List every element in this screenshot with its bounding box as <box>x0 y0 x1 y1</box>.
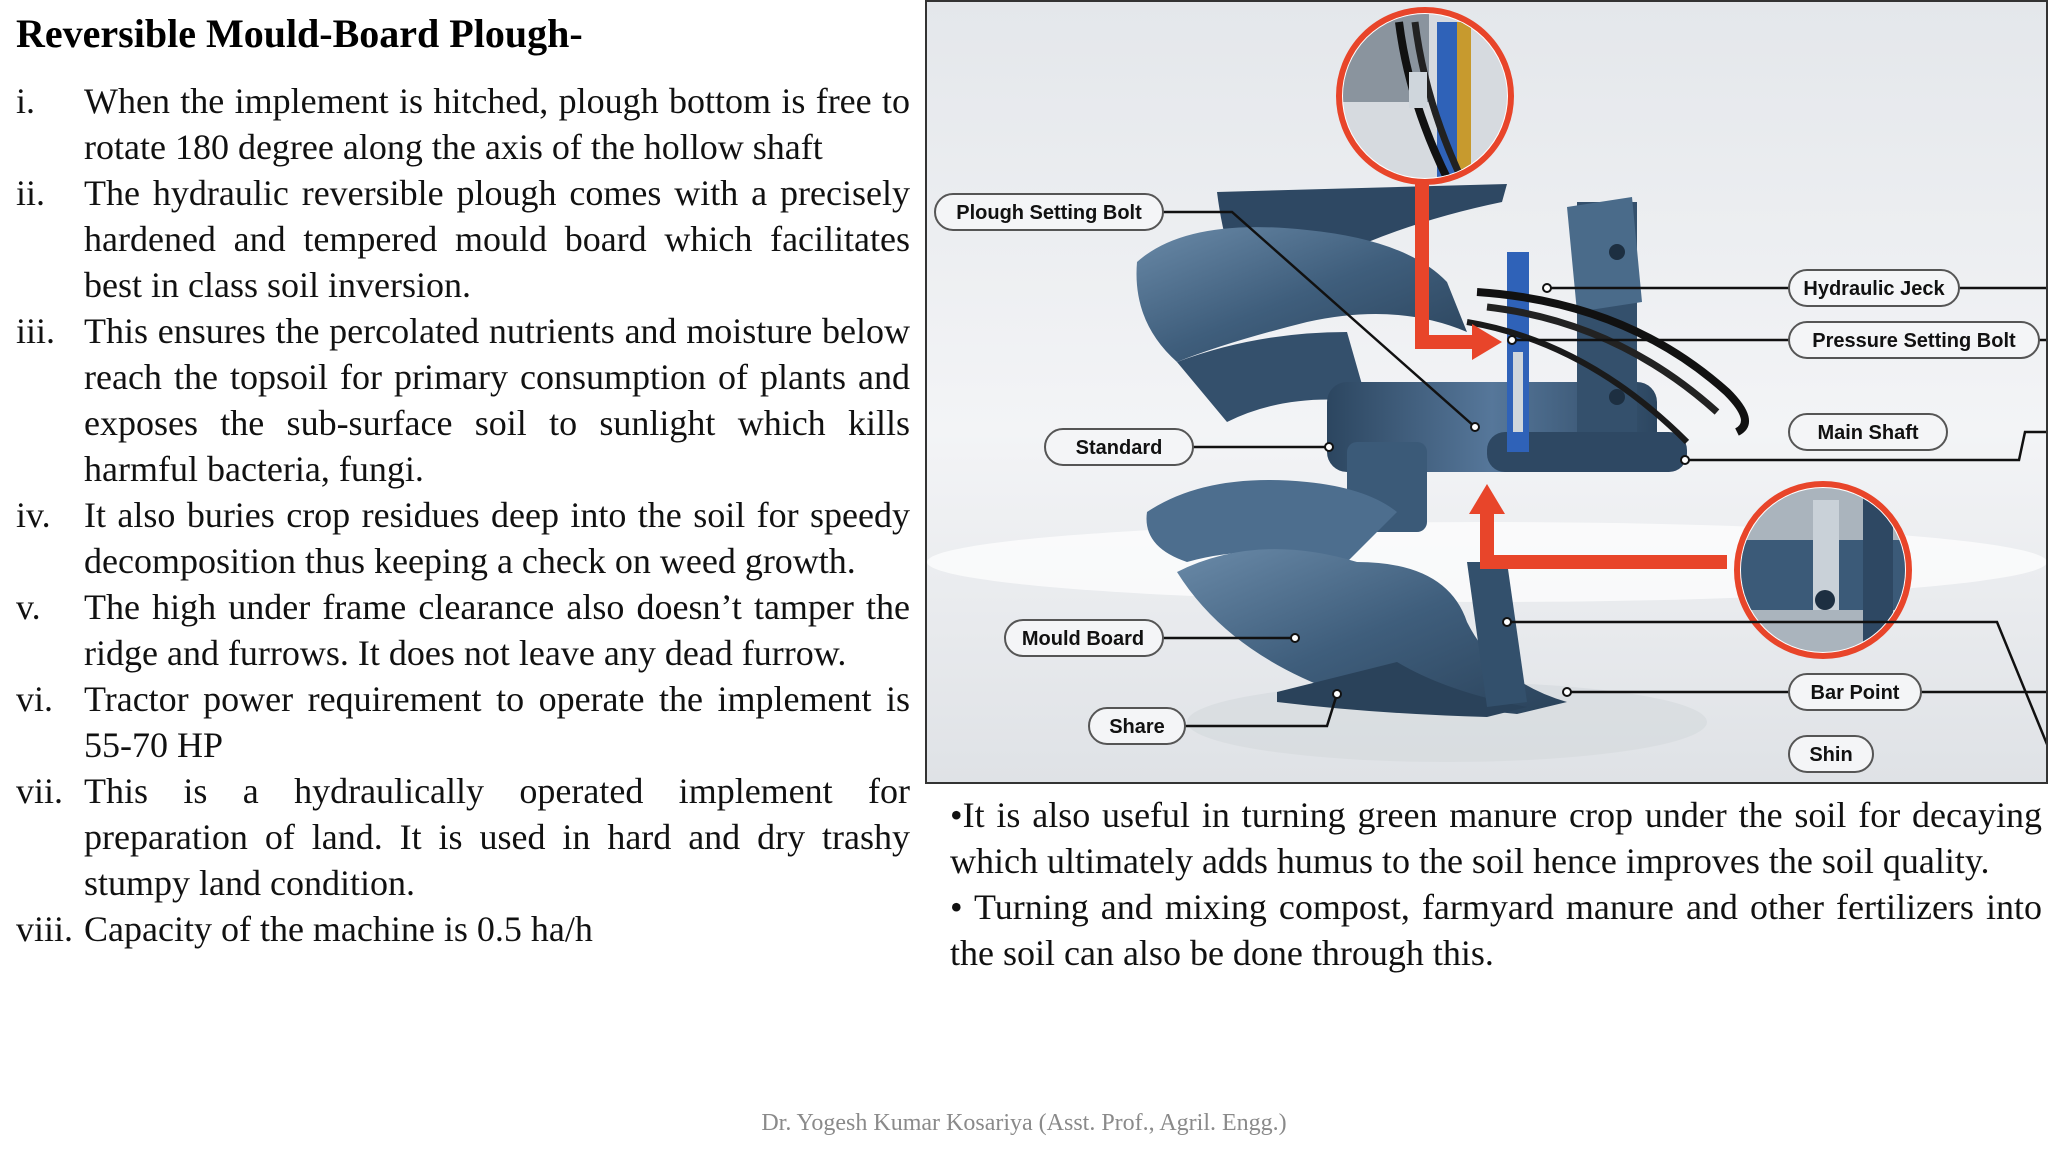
list-item <box>16 676 910 768</box>
list-item <box>16 584 910 676</box>
numbered-list <box>16 78 910 952</box>
svg-text:Mould Board: Mould Board <box>1021 628 1145 650</box>
item-text: Capacity of the machine is 0.5 ha/h <box>84 909 593 949</box>
author-footer: Dr. Yogesh Kumar Kosariya (Asst. Prof., Agril. Engg.) <box>761 1110 1287 1136</box>
svg-text:Plough Setting Bolt: Plough Setting Bolt <box>956 202 1142 224</box>
svg-text:Bar Point: Bar Point <box>1810 682 1900 704</box>
list-item <box>16 308 910 492</box>
diagram-label-mould-board <box>1005 620 1163 656</box>
item-number: i. <box>16 81 36 121</box>
item-text: Tractor power requirement to operate the implement is 55-70 HP <box>84 679 910 765</box>
svg-text:Standard: Standard <box>1075 437 1163 459</box>
headstock-pin <box>1609 244 1625 260</box>
item-text: The high under frame clearance also doesn’t tamper the ridge and furrows. It does not leave any dead furrow. <box>84 587 910 673</box>
svg-text:Share: Share <box>1109 716 1165 738</box>
diagram-label-plough-setting-bolt <box>935 194 1163 230</box>
bullet-paragraph: • Turning and mixing compost, farmyard manure and other fertilizers into the soil can also be done through this. <box>950 887 2042 973</box>
list-item <box>16 170 910 308</box>
plough-diagram <box>925 0 2048 784</box>
diagram-label-hydraulic-jeck <box>1789 270 1959 306</box>
additional-notes <box>950 792 2042 976</box>
item-number: iv. <box>16 495 51 535</box>
headstock-plate <box>1567 197 1642 312</box>
item-number: v. <box>16 587 41 627</box>
item-text: This ensures the percolated nutrients and moisture below reach the topsoil for primary consumption of plants and exposes the sub-surface soil to sunlight which kills harmful bacteria, fungi. <box>84 311 910 489</box>
list-item <box>16 906 910 952</box>
item-text: It also buries crop residues deep into the soil for speedy decomposition thus keeping a check on weed growth. <box>84 495 910 581</box>
diagram-label-standard <box>1045 429 1193 465</box>
detail-circle-top <box>1339 10 1511 182</box>
list-item <box>16 492 910 584</box>
diagram-label-pressure-setting-bolt <box>1789 322 2039 358</box>
diagram-label-shin <box>1789 736 1873 772</box>
item-number: vi. <box>16 679 54 719</box>
svg-text:Main Shaft: Main Shaft <box>1817 422 1919 444</box>
plough-illustration <box>927 2 2046 782</box>
svg-text:Shin: Shin <box>1809 744 1853 766</box>
item-text: The hydraulic reversible plough comes with a precisely hardened and tempered mould board which facilitates best in class soil inversion. <box>84 173 910 305</box>
diagram-label-bar-point <box>1789 674 1921 710</box>
item-number: vii. <box>16 771 64 811</box>
bullet-paragraph: •It is also useful in turning green manure crop under the soil for decaying which ultimately adds humus to the soil hence improves the soil quality. <box>950 795 2042 881</box>
diagram-label-main-shaft <box>1789 414 1947 450</box>
list-item <box>16 768 910 906</box>
svg-text:Hydraulic Jeck: Hydraulic Jeck <box>1803 278 1945 300</box>
headstock-pin <box>1609 389 1625 405</box>
item-number: ii. <box>16 173 46 213</box>
item-number: iii. <box>16 311 56 351</box>
cylinder-rod <box>1513 352 1523 432</box>
list-item <box>16 78 910 170</box>
page-title: Reversible Mould-Board Plough- <box>16 11 583 56</box>
item-number: viii. <box>16 909 74 949</box>
item-text: This is a hydraulically operated implement for preparation of land. It is used in hard and dry trashy stumpy land condition. <box>84 771 910 903</box>
svg-text:Pressure Setting Bolt: Pressure Setting Bolt <box>1812 330 2016 352</box>
diagram-label-share <box>1089 708 1185 744</box>
item-text: When the implement is hitched, plough bottom is free to rotate 180 degree along the axis of the hollow shaft <box>84 81 910 167</box>
